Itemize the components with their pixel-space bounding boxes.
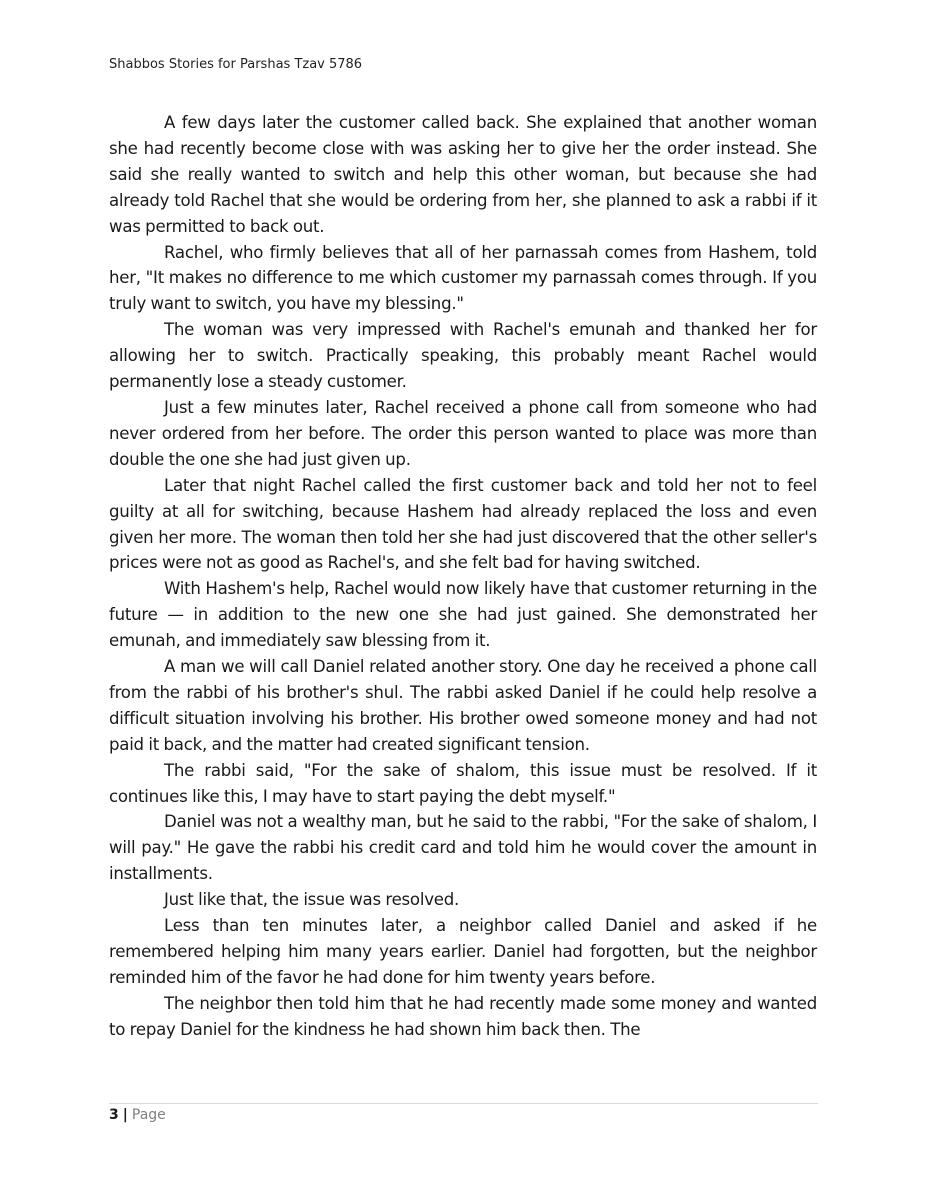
paragraph: Less than ten minutes later, a neighbor called Daniel and asked if he remembered helping him many years earlier. Daniel had forgotten, but the neighbor reminded him of the favor he had done for him twenty years before. — [109, 916, 817, 987]
paragraph: Daniel was not a wealthy man, but he said to the rabbi, "For the sake of shalom, I will pay." He gave the rabbi his credit card and told him he would cover the amount in installments. — [109, 812, 817, 884]
page-label: Page — [131, 1107, 166, 1123]
paragraph: The rabbi said, "For the sake of shalom, this issue must be resolved. If it continues like this, I may have to start paying the debt myself." — [109, 760, 817, 806]
page-separator: | — [122, 1107, 128, 1123]
page-header-title: Shabbos Stories for Parshas Tzav 5786 — [109, 57, 363, 72]
paragraph: Later that night Rachel called the first customer back and told her not to feel guilty at all for switching, because Hashem had already replaced the loss and even given her more. The woman then told her she had just discovered that the other seller's prices were not as good as Rachel's, and she felt bad for having switched. — [109, 475, 817, 573]
paragraph: A few days later the customer called back. She explained that another woman she had recently become close with was asking her to give her the order instead. She said she really wanted to switch and help this other woman, but because she had already told Rachel that she would be ordering from her, she planned to ask a rabbi if it was permitted to back out. — [109, 113, 817, 236]
paragraph: Just a few minutes later, Rachel received a phone call from someone who had never ordered from her before. The order this person wanted to place was more than double the one she had just given up. — [109, 397, 817, 469]
paragraph: Rachel, who firmly believes that all of her parnassah comes from Hashem, told her, "It makes no difference to me which customer my parnassah comes through. If you truly want to switch, you have my blessing." — [109, 242, 817, 314]
body-text — [109, 110, 817, 1043]
paragraph: Just like that, the issue was resolved. — [164, 890, 460, 910]
paragraph: A man we will call Daniel related another story. One day he received a phone call from the rabbi of his brother's shul. The rabbi asked Daniel if he could help resolve a difficult situation involving his brother. His brother owed someone money and had not paid it back, and the matter had created significant tension. — [109, 657, 817, 754]
footer-divider — [109, 1103, 818, 1104]
paragraph: The woman was very impressed with Rachel's emunah and thanked her for allowing her to switch. Practically speaking, this probably meant Rachel would permanently lose a steady customer. — [109, 320, 817, 392]
page-number: 3 — [109, 1107, 119, 1123]
paragraph: With Hashem's help, Rachel would now likely have that customer returning in the future — in addition to the new one she had just gained. She demonstrated her emunah, and immediately saw blessing from it. — [109, 579, 817, 651]
page-footer — [109, 1106, 166, 1124]
paragraph: The neighbor then told him that he had recently made some money and wanted to repay Daniel for the kindness he had shown him back then. The — [109, 993, 817, 1039]
